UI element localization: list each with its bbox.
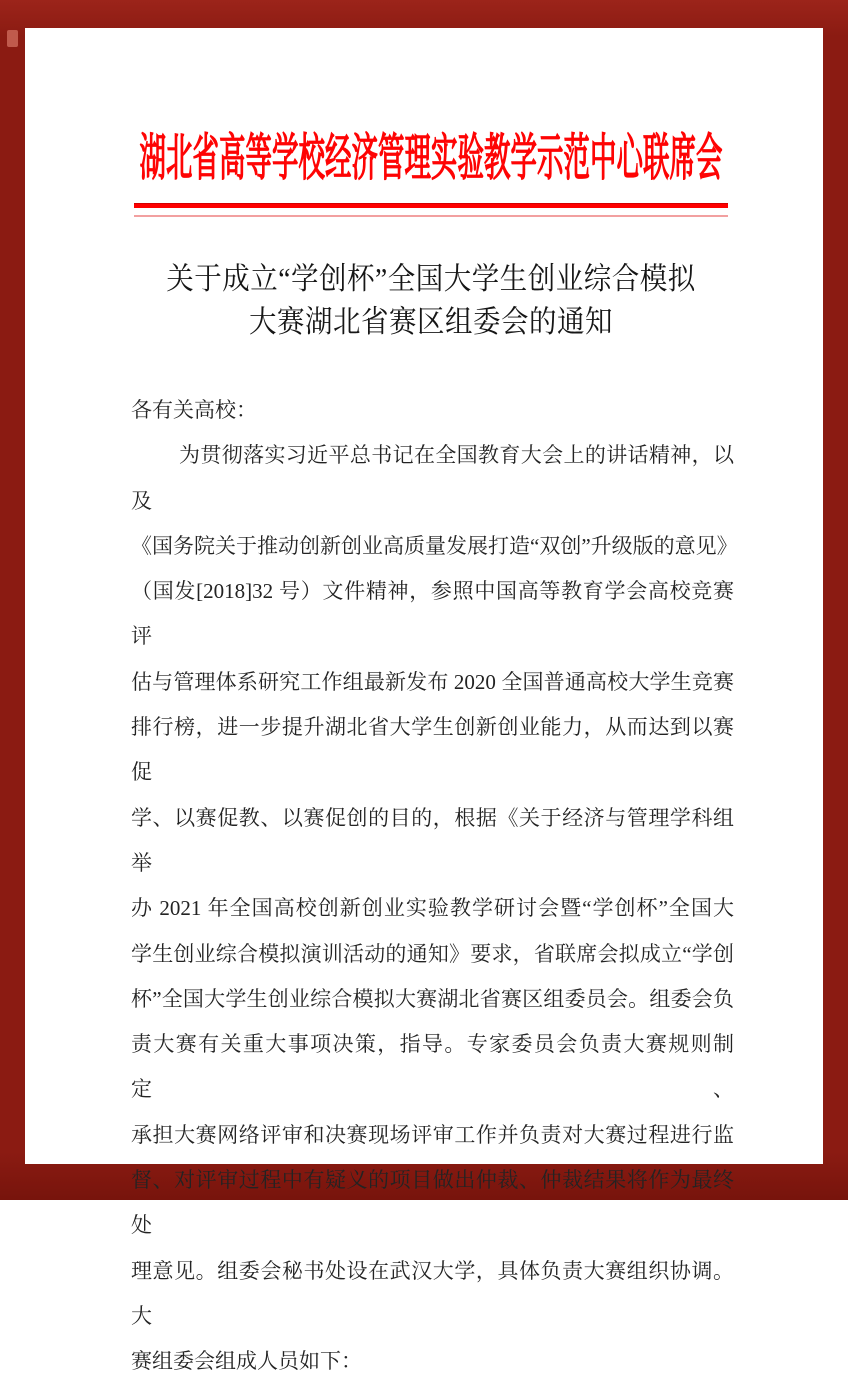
doc-title-line-1: 关于成立“学创杯”全国大学生创业综合模拟: [166, 261, 696, 296]
body-text: [131, 388, 738, 1385]
body-line: 排行榜，进一步提升湖北省大学生创新创业能力，从而达到以赛促: [131, 715, 734, 785]
body-line: 责大赛有关重大事项决策，指导。专家委员会负责大赛规则制定、: [131, 1032, 734, 1102]
body-line: 各有关高校：: [131, 398, 257, 422]
document-page: [25, 28, 823, 1374]
body-line: 估与管理体系研究工作组最新发布 2020 全国普通高校大学生竞赛: [131, 669, 734, 694]
org-title: [134, 129, 728, 187]
doc-title-line-2: 大赛湖北省赛区组委会的通知: [249, 304, 613, 339]
body-line: 《国务院关于推动创新创业高质量发展打造“双创”升级版的意见》: [131, 533, 738, 558]
body-line: （国发[2018]32 号）文件精神，参照中国高等教育学会高校竞赛评: [131, 579, 734, 649]
body-line: 为贯彻落实习近平总书记在全国教育大会上的讲话精神，以及: [131, 443, 734, 513]
body-line: 赛组委会组成人员如下：: [131, 1349, 362, 1374]
body-line: 杯”全国大学生创业综合模拟大赛湖北省赛区组委员会。组委会负: [131, 986, 734, 1011]
body-line: 学生创业综合模拟演训活动的通知》要求，省联席会拟成立“学创: [131, 941, 734, 966]
doc-title: [104, 257, 758, 343]
org-title-text: 湖北省高等学校经济管理实验教学示范中心联席会: [139, 129, 723, 187]
body-line: 承担大赛网络评审和决赛现场评审工作并负责对大赛过程进行监: [131, 1122, 734, 1147]
frame-texture-mark: [7, 30, 18, 47]
body-line: 理意见。组委会秘书处设在武汉大学，具体负责大赛组织协调。大: [131, 1258, 734, 1328]
header-rule-thick: [134, 203, 728, 208]
header-rule-thin: [134, 215, 728, 217]
body-line: 办 2021 年全国高校创新创业实验教学研讨会暨“学创杯”全国大: [131, 896, 734, 921]
body-line: 督、对评审过程中有疑义的项目做出仲裁、仲裁结果将作为最终处: [131, 1168, 734, 1238]
body-line: 学、以赛促教、以赛促创的目的，根据《关于经济与管理学科组举: [131, 805, 734, 875]
